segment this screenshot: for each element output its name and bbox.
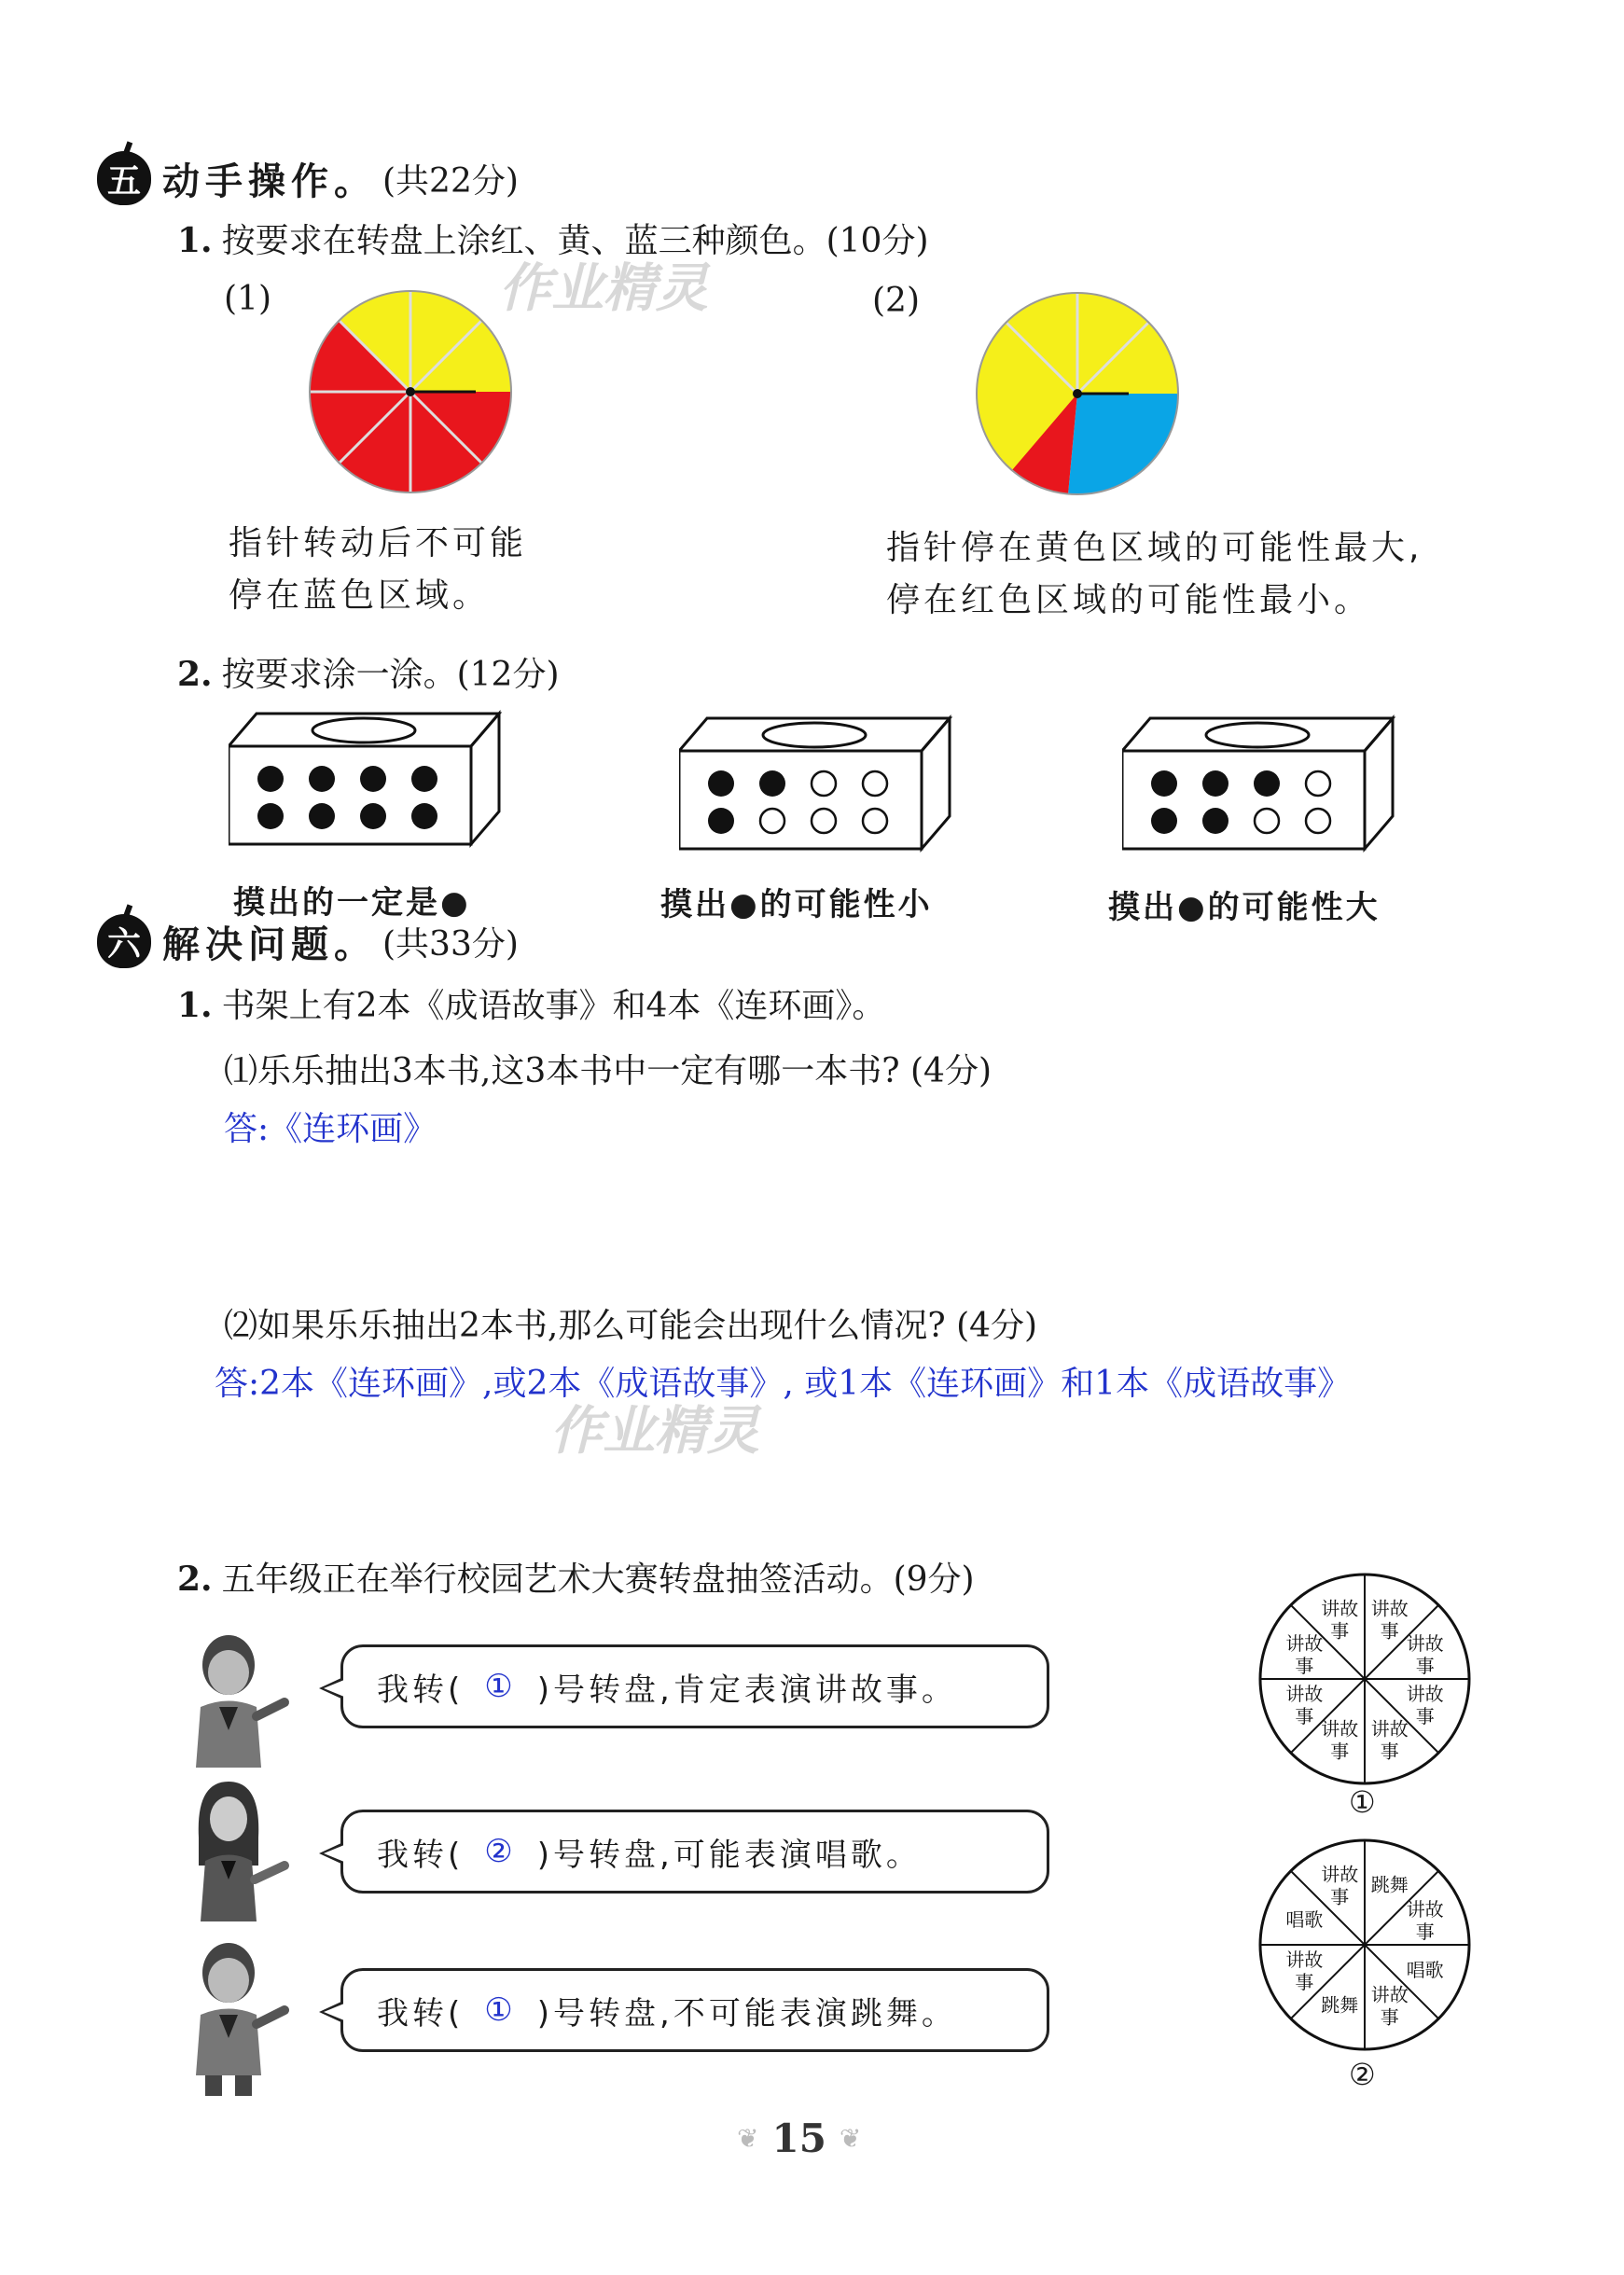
s6-q1-sub2: ⑵如果乐乐抽出2本书,那么可能会出现什么情况? (4分) bbox=[224, 1307, 1038, 1345]
spinner-sector-label: 讲故事 bbox=[1285, 1682, 1324, 1727]
ball-box-2 bbox=[679, 714, 959, 853]
spinner-sector-label: 讲故事 bbox=[1321, 1597, 1359, 1643]
s5-q1-caption1: 指针转动后不可能 停在蓝色区域。 bbox=[229, 524, 528, 615]
s5-q1-part1-label: (1) bbox=[224, 280, 271, 318]
spinner-sector-label: 讲故事 bbox=[1406, 1682, 1444, 1727]
s6-q1-text: 书架上有2本《成语故事》和4本《连环画》。 bbox=[221, 987, 886, 1025]
spinner-sector-label: 跳舞 bbox=[1321, 1993, 1359, 2017]
spinner-sector-label: 讲故事 bbox=[1321, 1863, 1359, 1908]
s6-q1 bbox=[177, 979, 885, 1027]
s5-q1-num: 1. bbox=[177, 221, 213, 260]
spinner-sector-label: 跳舞 bbox=[1370, 1873, 1409, 1896]
section6-header bbox=[97, 914, 519, 968]
spinner-sector-label: 讲故事 bbox=[1406, 1898, 1444, 1944]
speech-bubble-2: 我转( ② )号转盘,可能表演唱歌。 bbox=[340, 1810, 1049, 1894]
section5-score: (共22分) bbox=[382, 161, 519, 201]
s5-q2-num: 2. bbox=[177, 655, 213, 694]
spinner-colored-1 bbox=[303, 284, 518, 499]
section5-title: 动手操作。 bbox=[162, 160, 377, 203]
s6-q1-num: 1. bbox=[177, 986, 213, 1025]
s5-q1-text: 按要求在转盘上涂红、黄、蓝三种颜色。(10分) bbox=[221, 222, 929, 260]
page-footer bbox=[737, 2115, 861, 2161]
s6-q1-sub1: ⑴乐乐抽出3本书,这3本书中一定有哪一本书? (4分) bbox=[224, 1052, 992, 1090]
s5-q1-caption2: 指针停在黄色区域的可能性最大, 停在红色区域的可能性最小。 bbox=[886, 529, 1423, 619]
spinner-2-label: ② bbox=[1349, 2057, 1376, 2092]
spinner-1 bbox=[1248, 1562, 1481, 1796]
boy-avatar-1 bbox=[182, 1628, 294, 1768]
watermark-2: 作业精灵 bbox=[550, 1401, 759, 1462]
spinner-sector-label: 唱歌 bbox=[1406, 1958, 1444, 1981]
watermark-1: 作业精灵 bbox=[499, 258, 708, 319]
spinner-sector-label: 讲故事 bbox=[1321, 1717, 1359, 1763]
s5-q1-part2-label: (2) bbox=[872, 282, 920, 320]
s6-q1-answer2: 答:2本《连环画》,或2本《成语故事》, 或1本《连环画》和1本《成语故事》 bbox=[215, 1365, 1352, 1403]
spinner-2 bbox=[1248, 1828, 1481, 2061]
spinner-colored-2 bbox=[961, 284, 1194, 504]
spinner-sector-label: 讲故事 bbox=[1285, 1948, 1324, 1993]
leaf-ornament-icon: ❦ bbox=[839, 2123, 862, 2154]
apple-badge-icon: 六 bbox=[97, 914, 151, 968]
spinner-sector-label: 讲故事 bbox=[1370, 1597, 1409, 1643]
spinner-1-label: ① bbox=[1349, 1784, 1376, 1820]
spinner-sector-label: 唱歌 bbox=[1285, 1908, 1324, 1932]
bubble3-answer: ① bbox=[484, 1991, 517, 2029]
s5-q2 bbox=[177, 648, 560, 696]
box-caption-1: 摸出的一定是● bbox=[233, 884, 471, 922]
spinner-sector-label: 讲故事 bbox=[1406, 1632, 1444, 1678]
s6-q2 bbox=[177, 1553, 975, 1601]
s5-q2-text: 按要求涂一涂。(12分) bbox=[221, 656, 560, 694]
girl-avatar bbox=[182, 1772, 294, 1921]
spinner-sector-label: 讲故事 bbox=[1285, 1632, 1324, 1678]
bubble1-answer: ① bbox=[484, 1668, 517, 1705]
section6-score: (共33分) bbox=[382, 924, 519, 964]
leaf-ornament-icon: ❦ bbox=[737, 2123, 759, 2154]
s6-q2-text: 五年级正在举行校园艺术大赛转盘抽签活动。(9分) bbox=[221, 1561, 975, 1599]
bubble2-answer: ② bbox=[484, 1833, 517, 1870]
s6-q2-num: 2. bbox=[177, 1560, 213, 1599]
speech-bubble-3: 我转( ① )号转盘,不可能表演跳舞。 bbox=[340, 1968, 1049, 2052]
spinner2-blue-region bbox=[1068, 394, 1178, 494]
ball-box-1 bbox=[229, 709, 508, 849]
page-number: 15 bbox=[771, 2115, 826, 2161]
spinner-sector-label: 讲故事 bbox=[1370, 1717, 1409, 1763]
apple-badge-icon: 五 bbox=[97, 151, 151, 205]
box-caption-3: 摸出●的可能性大 bbox=[1108, 889, 1381, 926]
section5-header bbox=[97, 151, 519, 205]
ball-box-3 bbox=[1122, 714, 1402, 853]
spinner-sector-label: 讲故事 bbox=[1370, 1983, 1409, 2029]
boy-avatar-2 bbox=[182, 1935, 294, 2099]
box-caption-2: 摸出●的可能性小 bbox=[660, 886, 933, 923]
section6-title: 解决问题。 bbox=[162, 922, 377, 966]
s6-q1-answer1: 答:《连环画》 bbox=[224, 1110, 437, 1148]
speech-bubble-1: 我转( ① )号转盘,肯定表演讲故事。 bbox=[340, 1644, 1049, 1728]
